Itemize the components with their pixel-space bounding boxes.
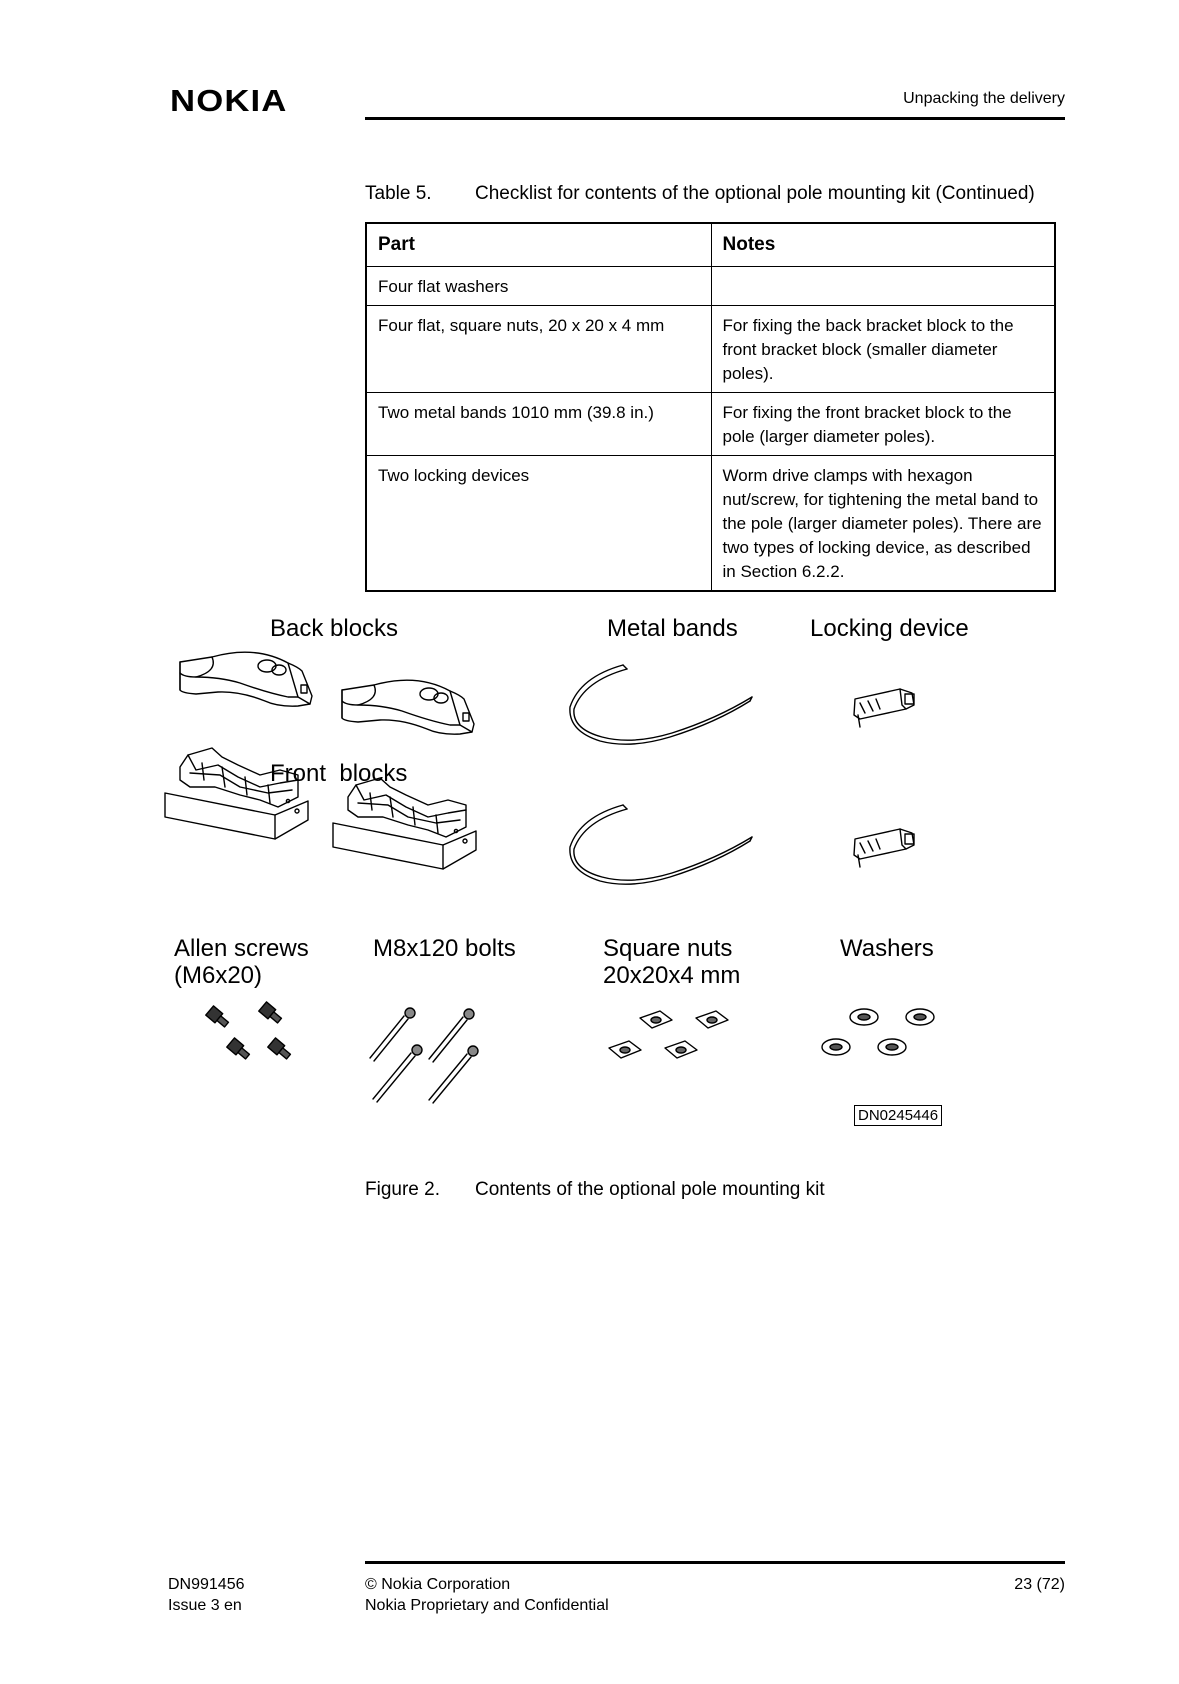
label-allen-screws-line1: Allen screws xyxy=(174,935,309,962)
label-washers: Washers xyxy=(840,935,934,962)
part-cell: Two locking devices xyxy=(366,456,711,592)
label-allen-screws-line2: (M6x20) xyxy=(174,962,263,989)
label-locking-device: Locking device xyxy=(810,615,969,642)
back-block-illustration xyxy=(342,680,474,734)
drawing-id-box: DN0245446 xyxy=(854,1105,942,1126)
footer-doc-number: DN991456 xyxy=(168,1576,245,1593)
metal-band-illustration xyxy=(570,665,752,744)
footer-confidentiality: Nokia Proprietary and Confidential xyxy=(365,1597,609,1614)
footer-page-number: 23 (72) xyxy=(1014,1576,1065,1593)
kit-contents-figure xyxy=(160,615,1030,1135)
nokia-logo: NOKIA xyxy=(170,83,288,118)
table-row xyxy=(366,456,1055,592)
figure-caption-number: Figure 2. xyxy=(365,1179,440,1200)
table-header-row xyxy=(366,223,1055,267)
notes-cell: Worm drive clamps with hexagon nut/screw, for tightening the metal band to the pole (larger diameter poles). There are two types of locking device, as described in Section 6.2.2. xyxy=(711,456,1055,592)
footer-issue: Issue 3 en xyxy=(168,1597,242,1614)
table-row xyxy=(366,267,1055,306)
washer-illustration xyxy=(822,1009,934,1055)
label-front-blocks: Front blocks xyxy=(270,760,408,787)
footer-rule xyxy=(365,1561,1065,1564)
notes-cell: For fixing the front bracket block to the pole (larger diameter poles). xyxy=(711,393,1055,456)
table-caption xyxy=(365,183,1035,205)
kit-checklist-table xyxy=(365,222,1056,592)
label-metal-bands: Metal bands xyxy=(607,615,738,642)
part-cell: Four flat washers xyxy=(366,267,711,306)
footer-doc-info xyxy=(168,1574,245,1616)
label-square-nuts-line1: Square nuts xyxy=(603,935,733,962)
column-header-notes: Notes xyxy=(711,223,1055,267)
bolt-illustration xyxy=(370,1008,478,1103)
notes-cell xyxy=(711,267,1055,306)
figure-caption xyxy=(365,1179,825,1201)
running-head: Unpacking the delivery xyxy=(903,90,1065,107)
metal-band-illustration xyxy=(570,805,752,884)
label-allen-screws xyxy=(174,935,309,989)
label-square-nuts-line2: 20x20x4 mm xyxy=(603,962,741,989)
label-bolts: M8x120 bolts xyxy=(373,935,516,962)
header-rule xyxy=(365,117,1065,120)
locking-device-illustration xyxy=(854,689,914,727)
table-caption-number: Table 5. xyxy=(365,183,432,204)
table-caption-title: Checklist for contents of the optional pole mounting kit (Continued) xyxy=(475,183,1035,204)
front-block-illustration xyxy=(333,778,476,869)
back-block-illustration xyxy=(180,652,312,706)
allen-screw-illustration xyxy=(206,1002,293,1061)
label-back-blocks: Back blocks xyxy=(270,615,399,642)
footer-copyright: © Nokia Corporation xyxy=(365,1576,511,1593)
locking-device-illustration xyxy=(854,829,914,867)
table-row xyxy=(366,306,1055,393)
label-square-nuts xyxy=(603,935,740,989)
table-row xyxy=(366,393,1055,456)
part-cell: Four flat, square nuts, 20 x 20 x 4 mm xyxy=(366,306,711,393)
footer-legal xyxy=(365,1574,609,1616)
kit-contents-drawing xyxy=(160,615,1030,1135)
part-cell: Two metal bands 1010 mm (39.8 in.) xyxy=(366,393,711,456)
column-header-part: Part xyxy=(366,223,711,267)
figure-caption-title: Contents of the optional pole mounting kit xyxy=(475,1179,825,1200)
square-nut-illustration xyxy=(609,1011,728,1058)
notes-cell: For fixing the back bracket block to the front bracket block (smaller diameter poles). xyxy=(711,306,1055,393)
